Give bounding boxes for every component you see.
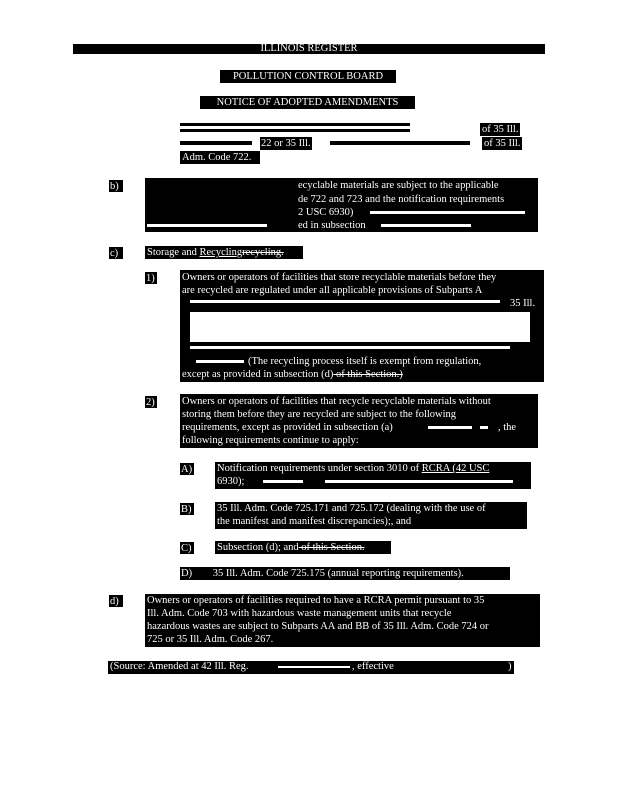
c2b-label: B) xyxy=(180,503,194,515)
d-label: d) xyxy=(109,595,123,607)
intro-line2-end: of 35 Ill. xyxy=(484,138,521,149)
d-line1: Owners or operators of facilities required to have a RCRA permit pursuant to 35 xyxy=(147,595,485,606)
source-text2: , effective xyxy=(352,661,394,672)
c2-line3: requirements, except as provided in subsection (a) xyxy=(182,422,393,433)
c2-line1: Owners or operators of facilities that recycle recyclable materials without xyxy=(182,396,491,407)
source-text1: (Source: Amended at 42 Ill. Reg. xyxy=(110,661,249,672)
c2b-paragraph xyxy=(215,502,527,529)
source-line xyxy=(108,661,514,675)
b-line1: ecyclable materials are subject to the applicable xyxy=(298,180,499,191)
notice-title-bar xyxy=(200,96,415,109)
board-title-bar xyxy=(220,70,396,83)
b-line4: ed in subsection xyxy=(298,220,366,231)
c2a-label: A) xyxy=(181,464,193,475)
b-paragraph xyxy=(145,178,538,234)
c1-label: 1) xyxy=(145,272,157,284)
c-title: Storage and Recyclingrecycling. xyxy=(145,246,303,259)
intro-paragraph xyxy=(180,120,530,166)
c2-paragraph xyxy=(180,394,538,450)
c2c-label: C) xyxy=(180,542,194,554)
register-header xyxy=(73,44,545,54)
c1-paragraph xyxy=(180,270,544,384)
c2a-line2: 6930); xyxy=(217,476,245,487)
c1-redaction xyxy=(190,312,530,342)
c2a-paragraph xyxy=(215,462,531,490)
c1-line3-end: 35 Ill. xyxy=(510,298,536,309)
c2-line4: following requirements continue to apply: xyxy=(182,435,359,446)
d-line3: hazardous wastes are subject to Subparts AA and BB of 35 Ill. Adm. Code 724 or xyxy=(147,621,489,632)
b-line3: 2 USC 6930) xyxy=(298,207,354,218)
b-label: b) xyxy=(109,180,123,192)
source-close: ) xyxy=(508,661,512,672)
c2-line2: storing them before they are recycled are subject to the following xyxy=(182,409,457,420)
c1-line5: (The recycling process itself is exempt from regulation, xyxy=(248,356,482,367)
d-line4: 725 or 35 Ill. Adm. Code 267. xyxy=(147,634,274,645)
c2d-label: D) xyxy=(181,568,193,579)
notice-title: NOTICE OF ADOPTED AMENDMENTS xyxy=(216,97,399,108)
c2-label: 2) xyxy=(145,396,157,408)
intro-line2-mid: 22 or 35 Ill. xyxy=(261,138,311,149)
c1-line6: except as provided in subsection (d) of this Section.) xyxy=(182,369,403,380)
c1-line1: Owners or operators of facilities that store recyclable materials before they xyxy=(182,272,497,283)
c2b-line2: the manifest and manifest discrepancies);, and xyxy=(217,516,412,527)
c2d-line xyxy=(180,567,510,580)
intro-line3: Adm. Code 722. xyxy=(180,151,260,164)
c1-line2: are recycled are regulated under all applicable provisions of Subparts A xyxy=(182,285,483,296)
c2b-line1: 35 Ill. Adm. Code 725.171 and 725.172 (dealing with the use of xyxy=(217,503,486,514)
intro-line1-end: of 35 Ill. xyxy=(482,124,519,135)
c2-line3-end: , the xyxy=(498,422,517,433)
board-title: POLLUTION CONTROL BOARD xyxy=(232,71,384,82)
register-title: ILLINOIS REGISTER xyxy=(260,43,358,54)
c2a-line1: Notification requirements under section 3010 of RCRA (42 USC xyxy=(217,463,490,474)
c2c-line: Subsection (d); and of this Section. xyxy=(215,541,391,554)
c-label: c) xyxy=(109,247,123,259)
d-paragraph xyxy=(145,594,540,647)
b-line2: de 722 and 723 and the notification requirements xyxy=(298,194,505,205)
c2d-text: 35 Ill. Adm. Code 725.175 (annual reporting requirements). xyxy=(212,568,464,579)
d-line2: Ill. Adm. Code 703 with hazardous waste management units that recycle xyxy=(147,608,452,619)
